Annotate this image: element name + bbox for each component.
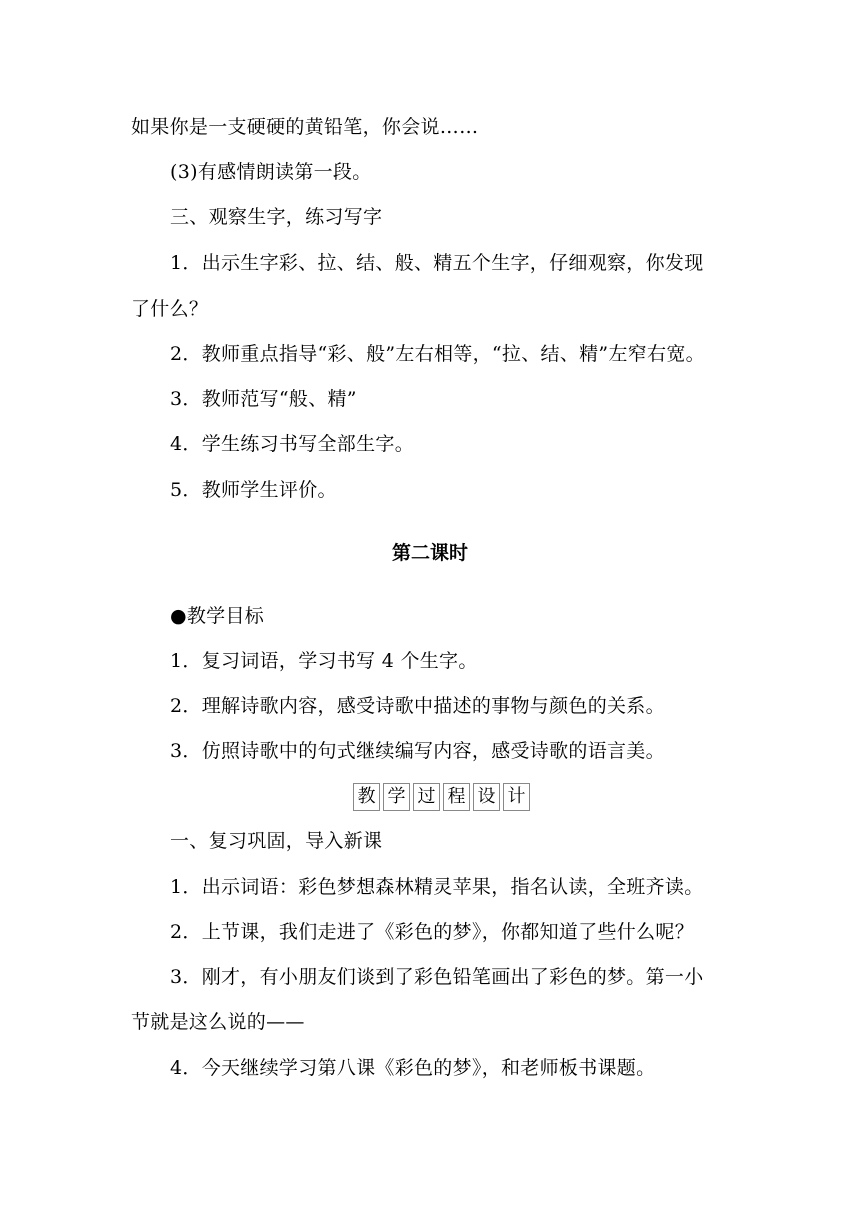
paragraph-item-5: 5．教师学生评价。 xyxy=(170,479,337,501)
title-char: 设 xyxy=(473,783,500,811)
paragraph-pencil: 如果你是一支硬硬的黄铅笔，你会说…… xyxy=(131,116,479,138)
paragraph-item-1b: 了什么？ xyxy=(131,298,209,320)
paragraph-item-1a: 1．出示生字彩、拉、结、般、精五个生字，仔细观察，你发现 xyxy=(170,252,704,274)
paragraph-item-3: 3．教师范写“般、精” xyxy=(170,388,357,410)
process-item-2: 2．上节课，我们走进了《彩色的梦》，你都知道了些什么呢？ xyxy=(170,921,694,943)
process-item-1: 1．出示词语：彩色梦想森林精灵苹果，指名认读，全班齐读。 xyxy=(170,876,704,898)
paragraph-item-2: 2．教师重点指导“彩、般”左右相等，“拉、结、精”左窄右宽。 xyxy=(170,343,705,365)
process-design-title xyxy=(353,783,530,811)
objectives-title: ●教学目标 xyxy=(170,605,265,627)
objective-item-2: 2．理解诗歌内容，感受诗歌中描述的事物与颜色的关系。 xyxy=(170,695,665,717)
paragraph-read-aloud: (3)有感情朗读第一段。 xyxy=(170,161,372,183)
section-review-intro: 一、复习巩固，导入新课 xyxy=(170,830,383,852)
process-item-3b: 节就是这么说的—— xyxy=(131,1011,305,1033)
title-char: 过 xyxy=(413,783,440,811)
title-char: 教 xyxy=(353,783,380,811)
process-item-4: 4．今天继续学习第八课《彩色的梦》，和老师板书课题。 xyxy=(170,1057,656,1079)
process-item-3a: 3．刚才，有小朋友们谈到了彩色铅笔画出了彩色的梦。第一小 xyxy=(170,966,704,988)
objective-item-3: 3．仿照诗歌中的句式继续编写内容，感受诗歌的语言美。 xyxy=(170,740,665,762)
section-observe-characters: 三、观察生字，练习写字 xyxy=(170,206,383,228)
title-char: 学 xyxy=(383,783,410,811)
paragraph-item-4: 4．学生练习书写全部生字。 xyxy=(170,433,414,455)
title-char: 程 xyxy=(443,783,470,811)
title-char: 计 xyxy=(503,783,530,811)
objective-item-1: 1．复习词语，学习书写 4 个生字。 xyxy=(170,650,478,672)
lesson-heading: 第二课时 xyxy=(391,542,468,564)
